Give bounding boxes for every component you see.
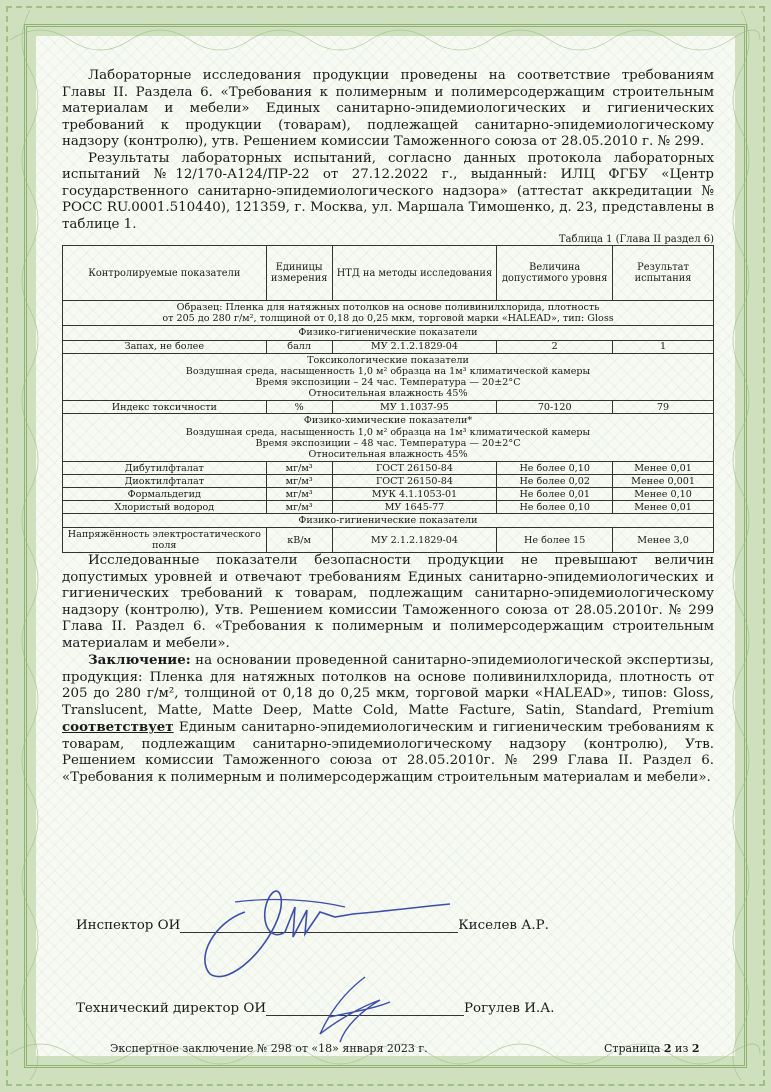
cell-method: ГОСТ 26150-84 bbox=[332, 462, 497, 475]
cell-allowed: Не более 0,02 bbox=[497, 475, 613, 488]
page-number bbox=[604, 1042, 700, 1055]
table-row bbox=[63, 501, 714, 514]
director-name: Рогулев И.А. bbox=[464, 1001, 555, 1016]
section-row bbox=[63, 414, 714, 462]
section-condition: Воздушная среда, насыщенность 1,0 м² образца на 1м³ климатической камеры bbox=[185, 365, 591, 377]
cell-indicator: Хлористый водород bbox=[63, 501, 267, 514]
footer-reference: Экспертное заключение № 298 от «18» января 2023 г. bbox=[110, 1042, 428, 1055]
table-row bbox=[63, 462, 714, 475]
sample-line: Образец: Пленка для натяжных потолков на основе поливинилхлорида, плотность bbox=[176, 302, 600, 313]
cell-indicator: Напряжённость электростатического поля bbox=[63, 528, 267, 553]
page-prefix: Страница bbox=[604, 1042, 664, 1055]
document-body bbox=[62, 68, 714, 786]
page-total: 2 bbox=[691, 1042, 700, 1055]
cell-unit: мг/м³ bbox=[266, 501, 332, 514]
cell-method: МУ 1645-77 bbox=[332, 501, 497, 514]
cell-allowed: Не более 0,10 bbox=[497, 462, 613, 475]
cell-unit: мг/м³ bbox=[266, 475, 332, 488]
section-physico-chemical: Физико-химические показатели* bbox=[303, 415, 473, 427]
section-condition: Относительная влажность 45% bbox=[308, 388, 468, 400]
section-row bbox=[63, 514, 714, 528]
cell-unit: кВ/м bbox=[266, 528, 332, 553]
conclusion-text-end: Единым санитарно-эпидемиологическим и гигиеническим требованиям к товарам, подлежащим санитарно-эпидемиологическому надзору (контролю), Утв. Решением комиссии Таможенного союза от 28.05.2010г. № 299 Глава II. Раздел 6. «Требования к полимерным и полимерсодержащим строительным материалам и мебели». bbox=[62, 720, 714, 785]
cell-unit: мг/м³ bbox=[266, 488, 332, 501]
cell-result: 1 bbox=[613, 340, 714, 353]
cell-allowed: 70-120 bbox=[497, 401, 613, 414]
safety-paragraph: Исследованные показатели безопасности продукции не превышают величин допустимых уровней и отвечают требованиям Единых санитарно-эпидемиологических и гигиенических требований к товарам, подлежащим санитарно-эпидемиологическому надзору (контролю), Утв. Решением комиссии Таможенного союза от 28.05.2010г. № 299 Глава II. Раздел 6. «Требования к полимерным и полимерсодержащим строительным материалам и мебели». bbox=[62, 553, 714, 651]
results-table bbox=[62, 245, 714, 553]
inspector-name: Киселев А.Р. bbox=[458, 918, 549, 933]
cell-method: МУ 1.1037-95 bbox=[332, 401, 497, 414]
section-toxicological: Токсикологические показатели bbox=[307, 354, 469, 366]
section-condition: Время экспозиции – 24 час. Температура — 20±2°С bbox=[255, 377, 521, 389]
cell-allowed: 2 bbox=[497, 340, 613, 353]
cell-allowed: Не более 15 bbox=[497, 528, 613, 553]
table-row bbox=[63, 401, 714, 414]
conclusion-text: на основании проведенной санитарно-эпидемиологической экспертизы, продукция: Пленка для натяжных потолков на основе поливинилхлорида, плотность от 205 до 280 г/м², толщиной от 0,18 до 0,25 мкм, торговой марки «HALEAD», типов: Gloss, Translucent, Matte, Matte Deep, Matte Cold, Matte Facture, Satin, Standard, Premium bbox=[62, 653, 714, 718]
table-row bbox=[63, 528, 714, 553]
sample-line: от 205 до 280 г/м², толщиной от 0,18 до 0,25 мкм, торговой марки «HALEAD», тип: Gloss bbox=[162, 313, 614, 325]
director-title: Технический директор ОИ bbox=[76, 1001, 266, 1016]
section-condition: Воздушная среда, насыщенность 1,0 м² образца на 1м³ климатической камеры bbox=[185, 426, 591, 438]
results-paragraph: Результаты лабораторных испытаний, согласно данных протокола лабораторных испытаний №12/170-А124/ПР-22 от 27.12.2022 г., выданный: ИЛЦ ФГБУ «Центр государственного санитарно-эпидемиологического надзора» (аттестат аккредитации № РОСС RU.0001.510440), 121359, г. Москва, ул. Маршала Тимошенко, д. 23, представлены в таблице 1. bbox=[62, 150, 714, 232]
director-signature-line bbox=[76, 1001, 555, 1016]
cell-result: Менее 0,001 bbox=[613, 475, 714, 488]
section-row bbox=[63, 326, 714, 340]
header-units: Единицы измерения bbox=[266, 246, 332, 301]
cell-allowed: Не более 0,10 bbox=[497, 501, 613, 514]
cell-result: Менее 0,01 bbox=[613, 462, 714, 475]
cell-unit: мг/м³ bbox=[266, 462, 332, 475]
conclusion-verdict: соответствует bbox=[62, 719, 174, 736]
section-condition: Время экспозиции – 48 час. Температура — 20±2°С bbox=[255, 437, 521, 449]
section-row bbox=[63, 353, 714, 401]
cell-result: Менее 0,10 bbox=[613, 488, 714, 501]
section-physical-hygienic: Физико-гигиенические показатели bbox=[63, 514, 714, 528]
table-row bbox=[63, 340, 714, 353]
cell-indicator: Диоктилфталат bbox=[63, 475, 267, 488]
sample-row bbox=[63, 301, 714, 326]
header-result: Результат испытания bbox=[613, 246, 714, 301]
cell-method: ГОСТ 26150-84 bbox=[332, 475, 497, 488]
cell-allowed: Не более 0,01 bbox=[497, 488, 613, 501]
inspector-title: Инспектор ОИ bbox=[76, 918, 181, 933]
cell-indicator: Запах, не более bbox=[63, 340, 267, 353]
inspector-signature-line bbox=[76, 918, 549, 933]
table-row bbox=[63, 488, 714, 501]
conclusion-paragraph bbox=[62, 652, 714, 786]
intro-paragraph: Лабораторные исследования продукции проведены на соответствие требованиям Главы II. Раздела 6. «Требования к полимерным и полимерсодержащим строительным материалам и мебели» Единых санитарно-эпидемиологических и гигиенических требований к продукции (товарам), подлежащей санитарно-эпидемиологическому надзору (контролю), утв. Решением комиссии Таможенного союза от 28.05.2010 г. № 299. bbox=[62, 68, 714, 149]
signature-underline bbox=[266, 1015, 464, 1016]
cell-method: МУ 2.1.2.1829-04 bbox=[332, 528, 497, 553]
cell-result: Менее 0,01 bbox=[613, 501, 714, 514]
cell-indicator: Дибутилфталат bbox=[63, 462, 267, 475]
page-current: 2 bbox=[663, 1042, 672, 1055]
cell-result: 79 bbox=[613, 401, 714, 414]
section-physical-hygienic: Физико-гигиенические показатели bbox=[63, 326, 714, 340]
cell-result: Менее 3,0 bbox=[613, 528, 714, 553]
table-header-row bbox=[63, 246, 714, 301]
cell-method: МУ 2.1.2.1829-04 bbox=[332, 340, 497, 353]
signature-underline bbox=[180, 932, 458, 933]
table-row bbox=[63, 475, 714, 488]
table-caption: Таблица 1 (Глава II раздел 6) bbox=[558, 234, 714, 245]
header-methods: НТД на методы исследования bbox=[332, 246, 497, 301]
cell-unit: % bbox=[266, 401, 332, 414]
header-allowed-level: Величина допустимого уровня bbox=[497, 246, 613, 301]
cell-indicator: Формальдегид bbox=[63, 488, 267, 501]
section-condition: Относительная влажность 45% bbox=[308, 449, 468, 461]
cell-unit: балл bbox=[266, 340, 332, 353]
header-indicators: Контролируемые показатели bbox=[63, 246, 267, 301]
conclusion-label: Заключение: bbox=[88, 652, 191, 669]
cell-method: МУК 4.1.1053-01 bbox=[332, 488, 497, 501]
page-separator: из bbox=[671, 1042, 692, 1055]
cell-indicator: Индекс токсичности bbox=[63, 401, 267, 414]
